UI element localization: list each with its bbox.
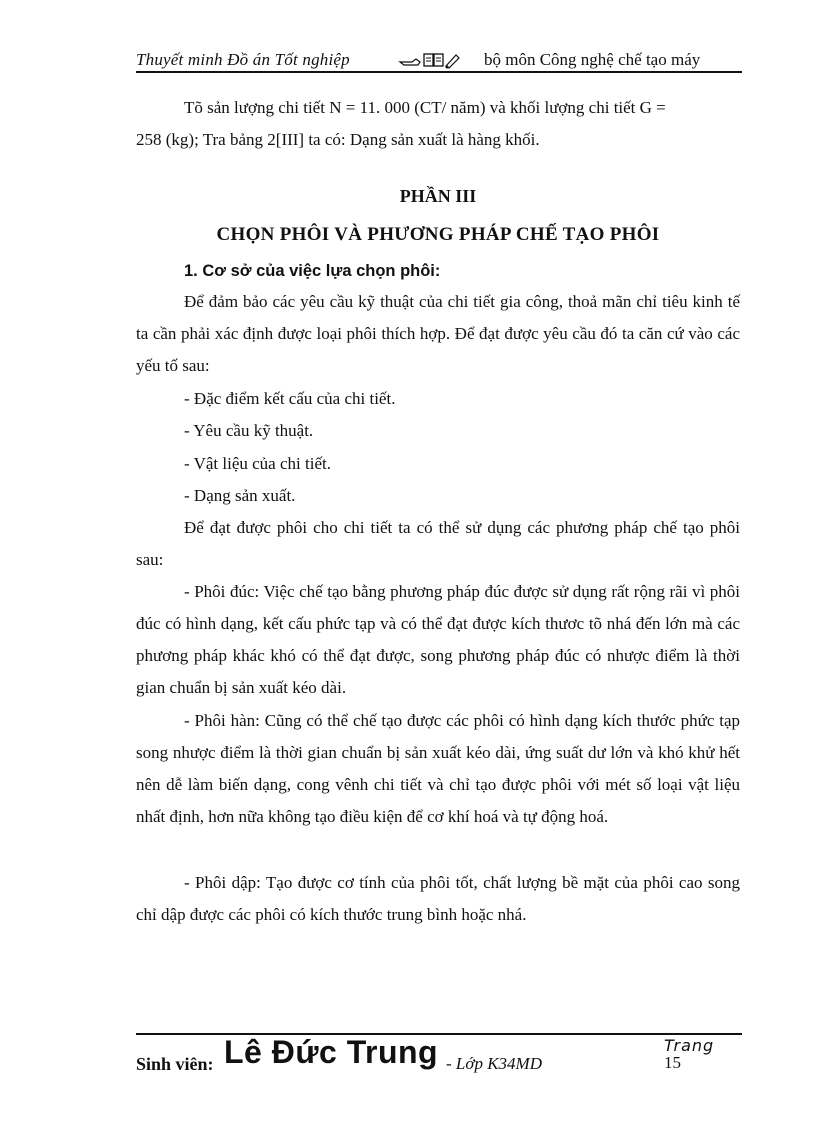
header-rule [136,71,742,73]
list-item: - Vật liệu của chi tiết. [184,454,331,473]
footer-student-label: Sinh viên: [136,1054,214,1074]
paragraph-intro: Để đảm bảo các yêu cầu kỹ thuật của chi tiết gia công, thoả mãn chỉ tiêu kinh tế ta cần phải xác định được loại phôi thích hợp. Để đạt được yêu cầu đó ta căn cứ vào các yếu tố sau: [136,292,740,375]
footer-class: - Lớp K34MD [446,1054,542,1073]
book-ornament-icon [398,50,498,70]
paragraph-methods-intro: Để đạt được phôi cho chi tiết ta có thể sử dụng các phương pháp chế tạo phôi sau: [136,518,740,569]
header-title: Thuyết minh Đồ án Tốt nghiệp [136,50,350,69]
header-department: bộ môn Công nghệ chế tạo máy [484,50,701,69]
list-item: - Dạng sản xuất. [184,486,296,505]
method-welding: - Phôi hàn: Cũng có thể chế tạo được các phôi có hình dạng kích thước phức tạp song nhược điểm là thời gian chuẩn bị sản xuất kéo dài, ứng suất dư lớn và khó khử hết nên dễ làm biến dạng, cong vênh chi tiết và chỉ tạo được phôi với mét số loại vật liệu nhất định, hơn nữa không tạo điều kiện để cơ khí hoá và tự động hoá. [136,711,740,826]
subsection-title: 1. Cơ sở của việc lựa chọn phôi: [184,262,441,280]
intro-line-1: Tõ sản lượng chi tiết N = 11. 000 (CT/ năm) và khối lượng chi tiết G = [184,98,666,117]
method-stamping: - Phôi dập: Tạo được cơ tính của phôi tốt, chất lượng bề mặt của phôi cao song chỉ dập được các phôi có kích thước trung bình hoặc nhá. [136,873,740,924]
footer-student-name: Lê Đức Trung [224,1034,439,1070]
part-heading: PHẦN III [399,186,477,206]
method-casting: - Phôi đúc: Việc chế tạo bằng phương pháp đúc được sử dụng rất rộng rãi vì phôi đúc có hình dạng, kết cấu phức tạp và có thể đạt được kích thươc tõ nhá đến lớn mà các phương pháp khác khó có thể đạt được, song phương pháp đúc có nhược điểm là thời gian chuẩn bị sản xuất kéo dài. [136,582,740,697]
list-item: - Đặc điểm kết cấu của chi tiết. [184,389,396,408]
page-header [136,46,742,72]
intro-line-2: 258 (kg); Tra bảng 2[III] ta có: Dạng sản xuất là hàng khối. [136,130,540,149]
list-item: - Yêu cầu kỹ thuật. [184,421,314,440]
footer-page-label: Trang [664,1036,715,1055]
section-title: CHỌN PHÔI VÀ PHƯƠNG PHÁP CHẾ TẠO PHÔI [216,224,660,245]
footer-page-number: 15 [664,1053,681,1072]
